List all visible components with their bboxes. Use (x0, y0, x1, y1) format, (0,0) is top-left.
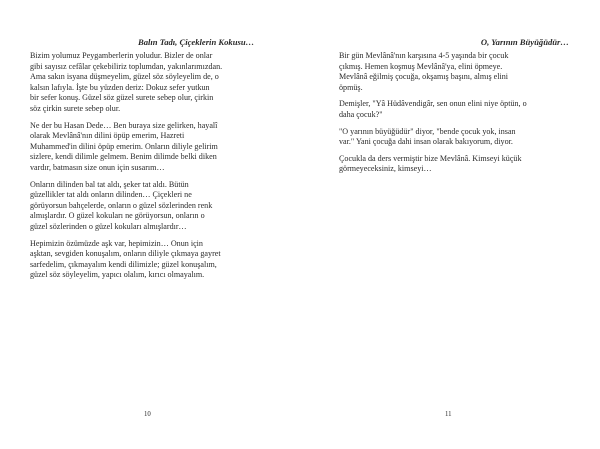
paragraph (30, 121, 262, 174)
text-line: güzellikler tat aldı onların dilinden… Çiçekleri ne (30, 190, 192, 200)
left-page-number: 10 (144, 411, 151, 418)
text-line: daha çocuk?" (339, 109, 383, 119)
text-line: Onların dilinden bal tat aldı, şeker tat aldı. Bütün (30, 179, 189, 189)
text-line: Ne der bu Hasan Dede… Ben buraya size gelirken, hayalî (30, 120, 218, 130)
text-line: kalsın lafıyla. İşte bu yüzden deriz: Dokuz sefer yutkun (30, 82, 210, 92)
text-line: Çocukla da ders vermiştir bize Mevlânâ. Kimseyi küçük (339, 153, 522, 163)
text-line: Muhammed'in dilini öpüp emerim. Onların diliyle gelirim (30, 141, 218, 151)
right-body-text (339, 51, 571, 181)
text-line: olarak Mevlânâ'nın dilini öpüp emerim, Hazreti (30, 131, 185, 141)
paragraph (339, 154, 571, 175)
text-line: öpmüş. (339, 82, 363, 92)
left-body-text (30, 51, 262, 287)
paragraph (30, 180, 262, 233)
text-line: gibi sayısız cefâlar çekebiliriz toplumdan, yakınlarımızdan. (30, 61, 223, 71)
text-line: vardır, batmasın size onun için susarım… (30, 162, 165, 172)
text-line: güzel söz söyleyelim, yapıcı olalım, kırıcı olmayalım. (30, 270, 205, 280)
text-line: almışlardır. O güzel kokuları ne görüyorsun, onların o (30, 211, 205, 221)
text-line: "O yarının büyüğüdür" diyor, "bende çocuk yok, insan (339, 126, 516, 136)
text-line: Mevlânâ eğilmiş çocuğa, okşamış başını, almış elini (339, 72, 509, 82)
text-line: sizlere, kendi dilimle gelmem. Benim dilimde belki diken (30, 152, 217, 162)
right-running-head: O, Yarının Büyüğüdür… (480, 37, 569, 47)
text-line: Demişler, "Yâ Hüdâvendigâr, sen onun elini niye öptün, o (339, 99, 527, 109)
text-line: var." Yani çocuğa dahi insan olarak bakıyorum, diyor. (339, 137, 513, 147)
text-line: görmeyeceksiniz, kimseyi… (339, 164, 432, 174)
text-line: güzel sözlerinden o güzel kokuları almışlardır… (30, 221, 187, 231)
paragraph (339, 51, 571, 93)
right-page-number: 11 (445, 411, 452, 418)
paragraph (30, 239, 262, 281)
text-line: Hepimizin özümüzde aşk var, hepimizin… Onun için (30, 238, 203, 248)
left-running-head: Balın Tadı, Çiçeklerin Kokusu… (138, 37, 255, 47)
paragraph (339, 99, 571, 120)
paragraph (339, 127, 571, 148)
right-page (300, 0, 600, 449)
text-line: sarfedelim, çıkmayalım kendi dilimizle; güzel konuşalım, (30, 259, 217, 269)
text-line: söz çirkin surete sebep olur. (30, 103, 121, 113)
text-line: çıkmış. Hemen koşmuş Mevlânâ'ya, elini öpmeye. (339, 61, 503, 71)
paragraph (30, 51, 262, 115)
text-line: Bir gün Mevlânâ'nın karşısına 4-5 yaşında bir çocuk (339, 51, 509, 60)
text-line: bir sefer konuş. Güzel söz güzel surete sebep olur, çirkin (30, 93, 214, 103)
text-line: Bizim yolumuz Peygamberlerin yoludur. Bizler de onlar (30, 51, 213, 60)
text-line: görüyorsun bahçelerde, onların o güzel sözlerinden renk (30, 200, 213, 210)
text-line: Ama sakın isyana düşmeyelim, güzel söz söyleyelim de, o (30, 72, 219, 82)
text-line: aşktan, sevgiden konuşalım, onların diliyle çıkmaya gayret (30, 249, 221, 259)
